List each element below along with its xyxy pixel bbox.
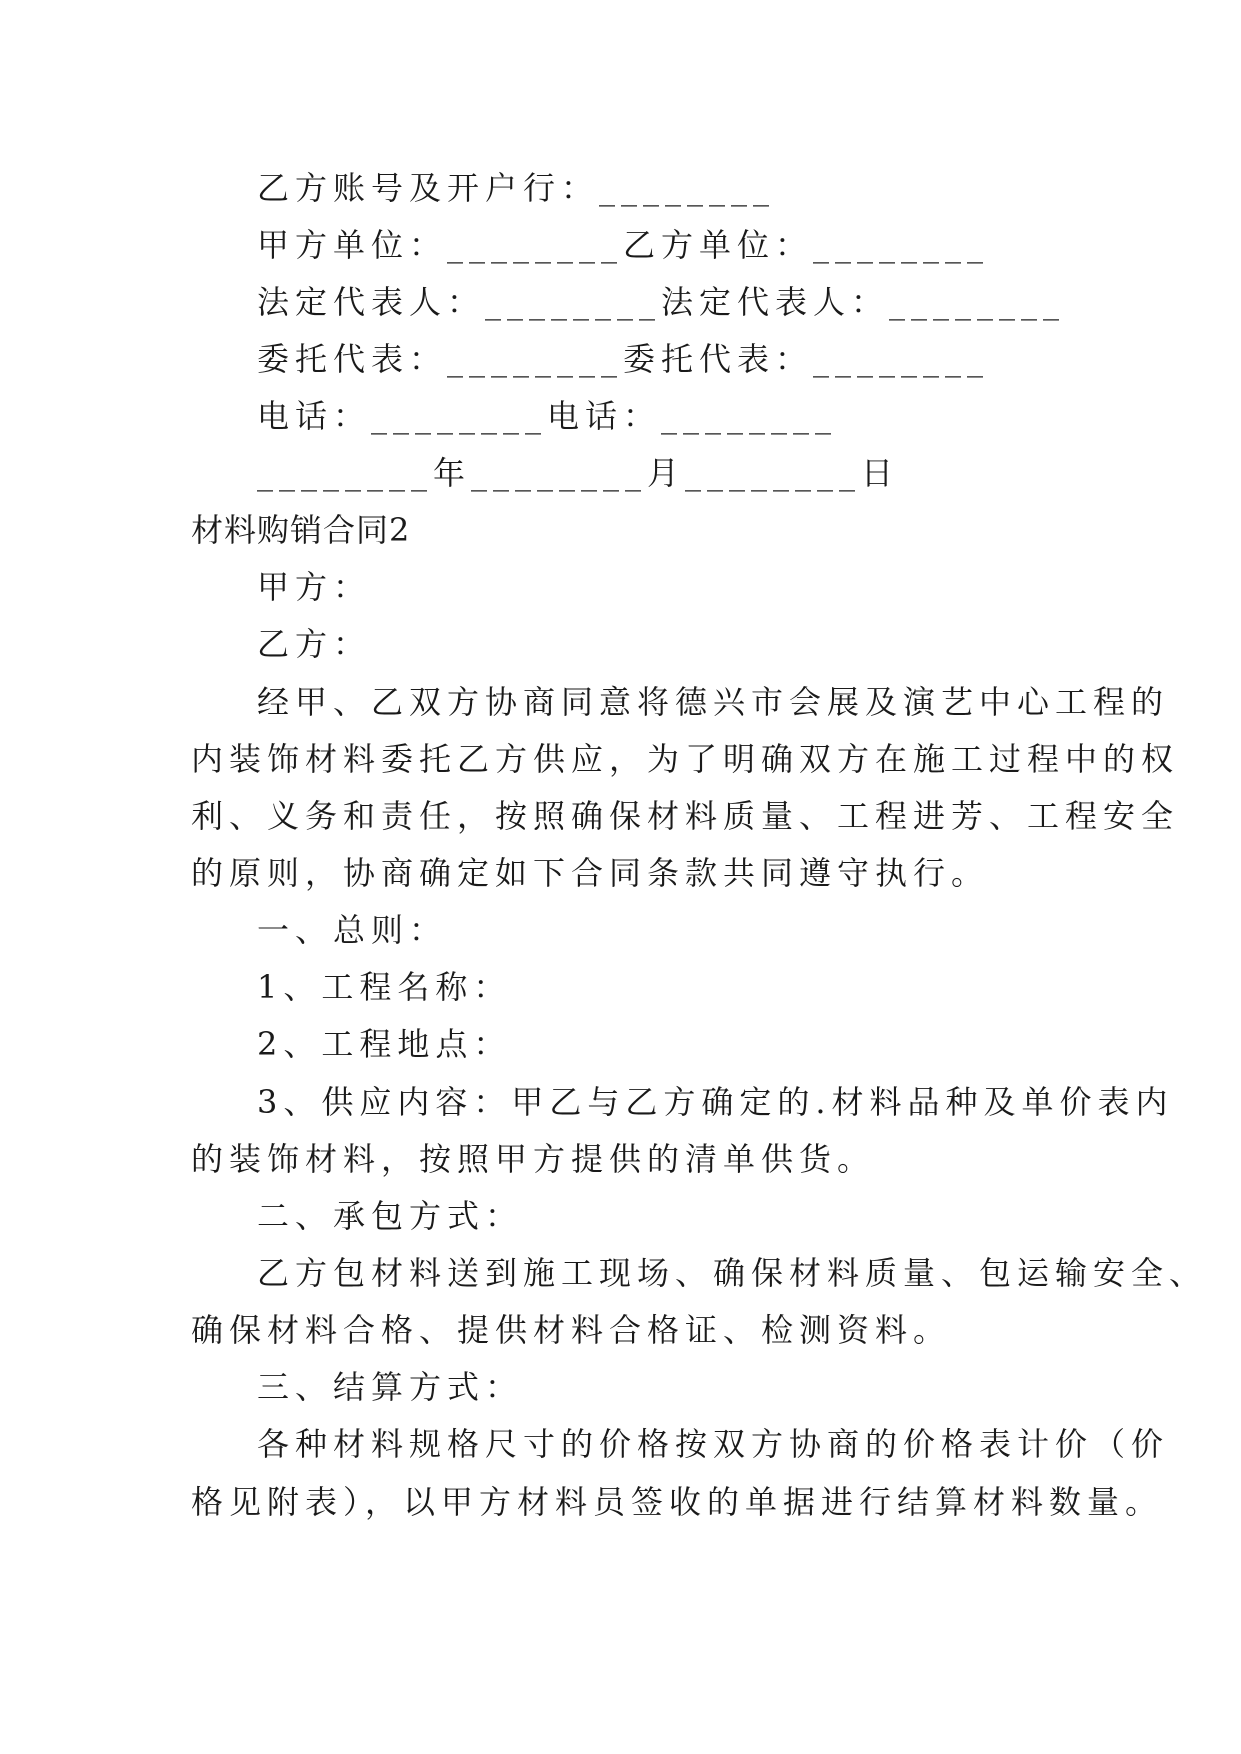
party-b-label: 乙方： [257, 625, 372, 663]
preamble-line-3: 利、义务和责任，按照确保材料质量、工程进芳、工程安全 [191, 797, 1180, 835]
supply-content-line-2: 的装饰材料，按照甲方提供的清单供货。 [191, 1140, 876, 1178]
preamble-line-2: 内装饰材料委托乙方供应，为了明确双方在施工过程中的权 [191, 740, 1180, 778]
legal-representative-line: 法定代表人：________法定代表人：________ [257, 283, 1066, 321]
section-settlement-heading: 三、结算方式： [257, 1368, 524, 1406]
supply-content-line-1: 3、供应内容：甲乙与乙方确定的.材料品种及单价表内 [257, 1083, 1174, 1121]
section-contracting-heading: 二、承包方式： [257, 1197, 524, 1235]
phone-line: 电话：________电话：________ [257, 397, 838, 435]
party-b-account-line: 乙方账号及开户行：________ [257, 169, 776, 207]
settlement-line-2: 格见附表），以甲方材料员签收的单据进行结算材料数量。 [191, 1483, 1164, 1521]
project-location-item: 2、工程地点： [257, 1025, 512, 1063]
party-a-label: 甲方： [257, 568, 372, 606]
contracting-line-1: 乙方包材料送到施工现场、确保材料质量、包运输安全、 [257, 1254, 1208, 1292]
preamble-line-1: 经甲、乙双方协商同意将德兴市会展及演艺中心工程的 [257, 683, 1170, 721]
preamble-line-4: 的原则，协商确定如下合同条款共同遵守执行。 [191, 854, 990, 892]
project-name-item: 1、工程名称： [257, 968, 512, 1006]
date-line: ________年________月________日 [257, 454, 900, 492]
party-units-line: 甲方单位：________乙方单位：________ [257, 226, 990, 264]
authorized-representative-line: 委托代表：________委托代表：________ [257, 340, 990, 378]
contract-title: 材料购销合同2 [191, 511, 411, 549]
settlement-line-1: 各种材料规格尺寸的价格按双方协商的价格表计价（价 [257, 1425, 1170, 1463]
section-general-heading: 一、总则： [257, 911, 448, 949]
contracting-line-2: 确保材料合格、提供材料合格证、检测资料。 [191, 1311, 952, 1349]
